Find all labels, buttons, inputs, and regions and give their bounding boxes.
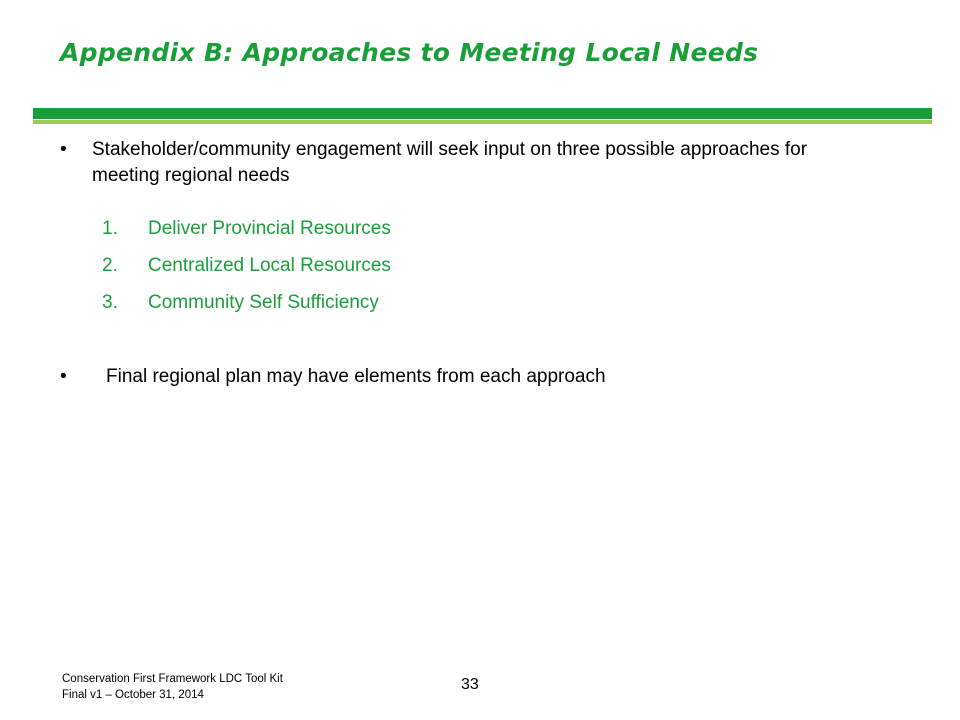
bullet-icon: • (60, 366, 67, 387)
footer-line-1: Conservation First Framework LDC Tool Kit (62, 673, 283, 685)
title-divider-dark (33, 108, 932, 119)
bullet-text: Stakeholder/community engagement will seek input on three possible approaches for meeting regional needs (92, 139, 808, 186)
slide-title: Appendix B: Approaches to Meeting Local Needs (60, 38, 759, 67)
bullet-text: Final regional plan may have elements from each approach (106, 366, 606, 387)
page-number: 33 (461, 676, 479, 693)
approach-label: Centralized Local Resources (148, 255, 391, 276)
bullet-item (60, 137, 840, 189)
approach-item (102, 253, 391, 290)
approach-number: 1. (102, 218, 118, 239)
title-divider-light (33, 120, 932, 124)
approach-item (102, 216, 391, 253)
approach-item (102, 290, 391, 327)
approach-number: 3. (102, 292, 118, 313)
approach-label: Community Self Sufficiency (148, 292, 379, 313)
approach-label: Deliver Provincial Resources (148, 218, 391, 239)
footer-line-2: Final v1 – October 31, 2014 (62, 689, 204, 701)
footer-info (62, 671, 283, 703)
bullet-icon: • (60, 139, 67, 160)
bullet-item (60, 364, 820, 390)
approach-number: 2. (102, 255, 118, 276)
approaches-list (102, 216, 391, 327)
